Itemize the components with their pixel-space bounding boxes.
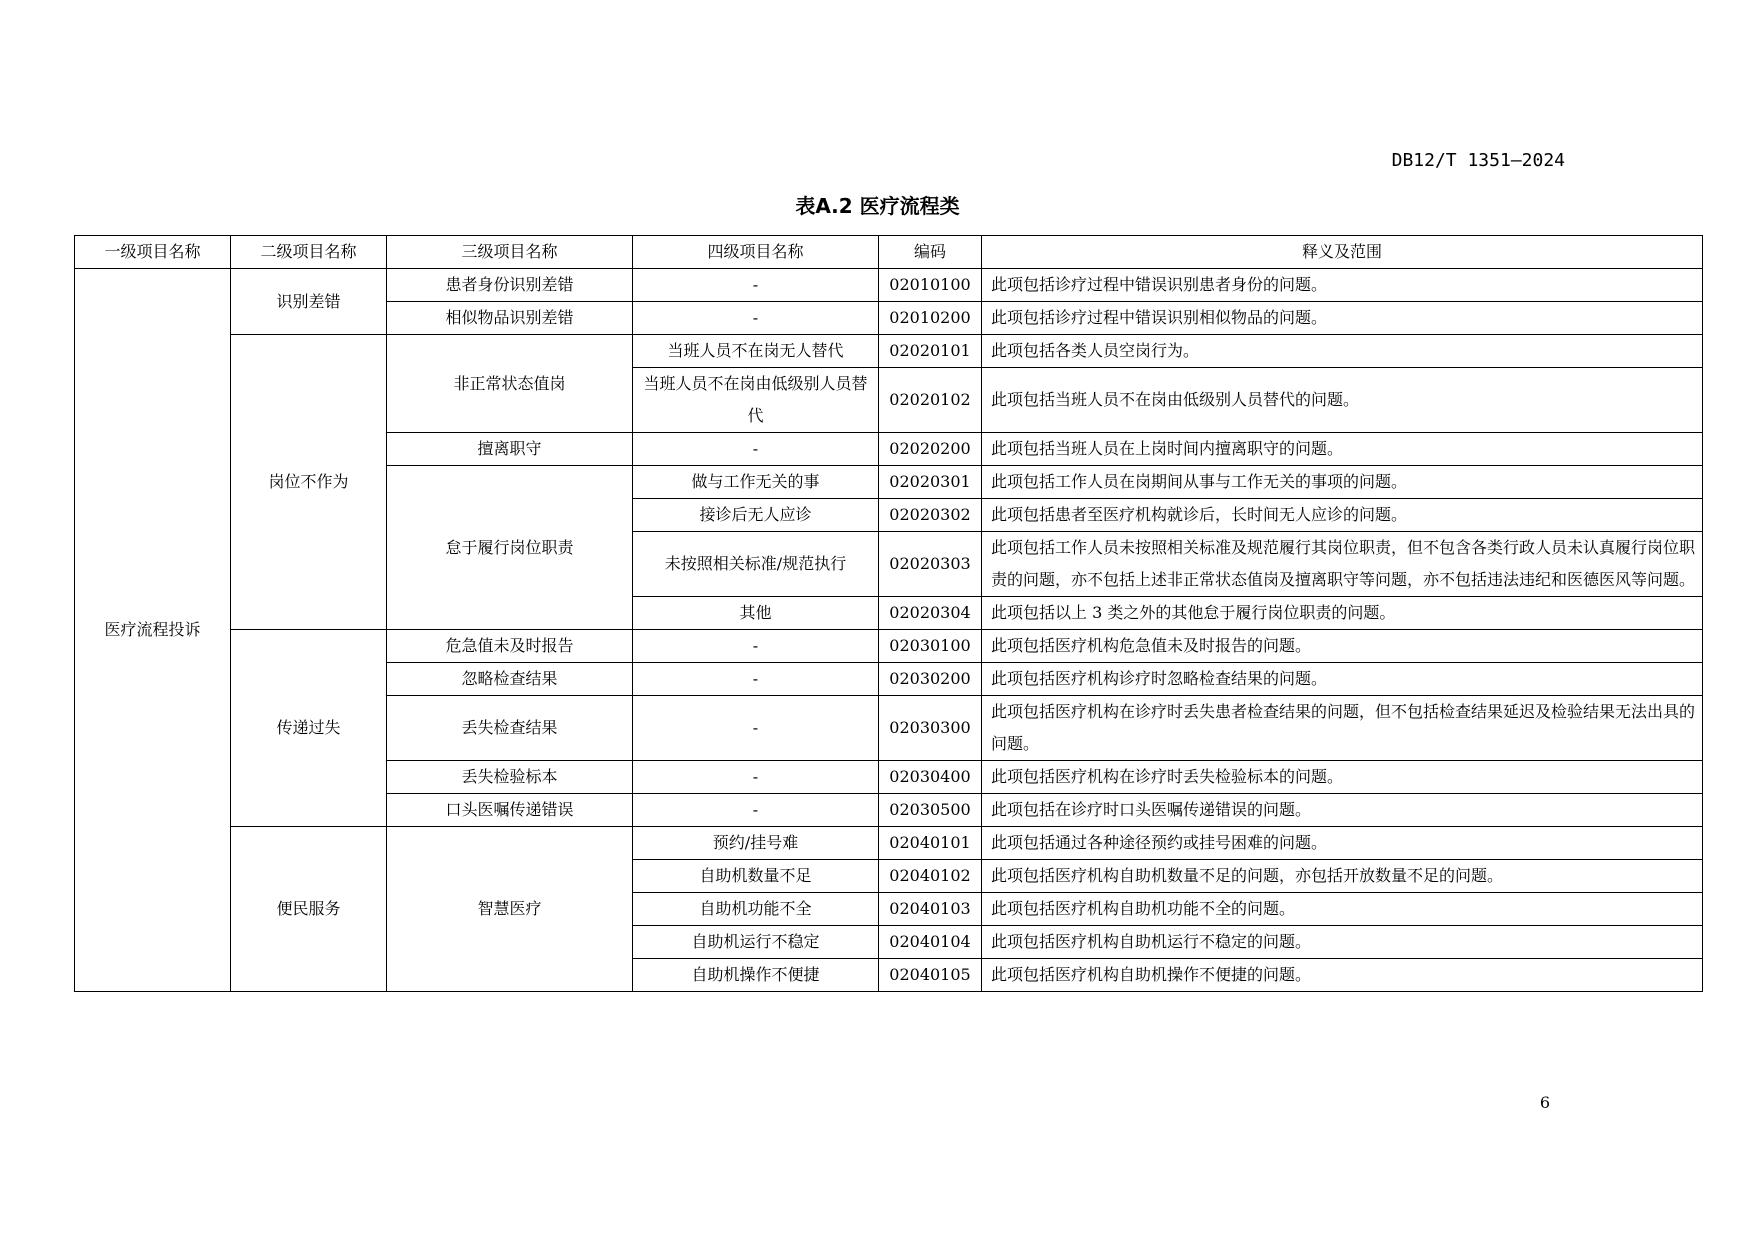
level4-cell: - [633,630,879,663]
medical-process-table [74,235,1703,992]
description-cell: 此项包括医疗机构自助机数量不足的问题，亦包括开放数量不足的问题。 [982,860,1703,893]
code-cell: 02020303 [879,532,982,597]
level4-cell: - [633,302,879,335]
table-title: 表A.2 医疗流程类 [795,194,960,218]
level4-cell: 接诊后无人应诊 [633,499,879,532]
level4-cell: - [633,269,879,302]
code-cell: 02040102 [879,860,982,893]
code-cell: 02030200 [879,663,982,696]
level3-cell: 智慧医疗 [387,827,633,992]
col-header-description: 释义及范围 [982,236,1703,269]
level4-cell: 自助机数量不足 [633,860,879,893]
level3-cell: 丢失检查结果 [387,696,633,761]
description-cell: 此项包括当班人员在上岗时间内擅离职守的问题。 [982,433,1703,466]
col-header-level1: 一级项目名称 [75,236,231,269]
description-cell: 此项包括工作人员未按照相关标准及规范履行其岗位职责，但不包含各类行政人员未认真履行岗位职责的问题，亦不包括上述非正常状态值岗及擅离职守等问题，亦不包括违法违纪和医德医风等问题。 [982,532,1703,597]
level4-cell: - [633,696,879,761]
level3-cell: 口头医嘱传递错误 [387,794,633,827]
level2-cell: 便民服务 [231,827,387,992]
code-cell: 02020102 [879,368,982,433]
code-cell: 02030100 [879,630,982,663]
level3-cell: 擅离职守 [387,433,633,466]
level4-cell: 自助机运行不稳定 [633,926,879,959]
level2-cell: 岗位不作为 [231,335,387,630]
description-cell: 此项包括工作人员在岗期间从事与工作无关的事项的问题。 [982,466,1703,499]
code-cell: 02040103 [879,893,982,926]
description-cell: 此项包括医疗机构诊疗时忽略检查结果的问题。 [982,663,1703,696]
level3-cell: 患者身份识别差错 [387,269,633,302]
col-header-code: 编码 [879,236,982,269]
table-row [75,335,1703,368]
code-cell: 02030300 [879,696,982,761]
table-row [75,827,1703,860]
level4-cell: 当班人员不在岗由低级别人员替代 [633,368,879,433]
description-cell: 此项包括患者至医疗机构就诊后，长时间无人应诊的问题。 [982,499,1703,532]
description-cell: 此项包括医疗机构危急值未及时报告的问题。 [982,630,1703,663]
level3-cell: 丢失检验标本 [387,761,633,794]
description-cell: 此项包括通过各种途径预约或挂号困难的问题。 [982,827,1703,860]
table-row [75,269,1703,302]
code-cell: 02040101 [879,827,982,860]
description-cell: 此项包括医疗机构自助机运行不稳定的问题。 [982,926,1703,959]
level4-cell: - [633,663,879,696]
level3-cell: 相似物品识别差错 [387,302,633,335]
description-cell: 此项包括医疗机构自助机功能不全的问题。 [982,893,1703,926]
description-cell: 此项包括各类人员空岗行为。 [982,335,1703,368]
level4-cell: - [633,794,879,827]
col-header-level3: 三级项目名称 [387,236,633,269]
description-cell: 此项包括当班人员不在岗由低级别人员替代的问题。 [982,368,1703,433]
level4-cell: 自助机功能不全 [633,893,879,926]
level1-cell: 医疗流程投诉 [75,269,231,992]
level4-cell: 其他 [633,597,879,630]
level4-cell: 做与工作无关的事 [633,466,879,499]
document-code: DB12/T 1351—2024 [1391,150,1565,171]
code-cell: 02040104 [879,926,982,959]
level3-cell: 非正常状态值岗 [387,335,633,433]
description-cell: 此项包括医疗机构自助机操作不便捷的问题。 [982,959,1703,992]
level4-cell: 预约/挂号难 [633,827,879,860]
code-cell: 02030500 [879,794,982,827]
level3-cell: 怠于履行岗位职责 [387,466,633,630]
col-header-level2: 二级项目名称 [231,236,387,269]
level3-cell: 危急值未及时报告 [387,630,633,663]
page-number: 6 [1539,1093,1550,1112]
table-row [75,630,1703,663]
level2-cell: 识别差错 [231,269,387,335]
description-cell: 此项包括诊疗过程中错误识别患者身份的问题。 [982,269,1703,302]
description-cell: 此项包括医疗机构在诊疗时丢失检验标本的问题。 [982,761,1703,794]
description-cell: 此项包括以上 3 类之外的其他怠于履行岗位职责的问题。 [982,597,1703,630]
code-cell: 02020304 [879,597,982,630]
level4-cell: 自助机操作不便捷 [633,959,879,992]
code-cell: 02020101 [879,335,982,368]
level4-cell: 未按照相关标准/规范执行 [633,532,879,597]
level4-cell: - [633,761,879,794]
code-cell: 02020200 [879,433,982,466]
code-cell: 02040105 [879,959,982,992]
level3-cell: 忽略检查结果 [387,663,633,696]
table-header-row [75,236,1703,269]
code-cell: 02010200 [879,302,982,335]
col-header-level4: 四级项目名称 [633,236,879,269]
code-cell: 02010100 [879,269,982,302]
description-cell: 此项包括诊疗过程中错误识别相似物品的问题。 [982,302,1703,335]
description-cell: 此项包括在诊疗时口头医嘱传递错误的问题。 [982,794,1703,827]
level2-cell: 传递过失 [231,630,387,827]
level4-cell: - [633,433,879,466]
level4-cell: 当班人员不在岗无人替代 [633,335,879,368]
code-cell: 02020302 [879,499,982,532]
code-cell: 02020301 [879,466,982,499]
code-cell: 02030400 [879,761,982,794]
description-cell: 此项包括医疗机构在诊疗时丢失患者检查结果的问题，但不包括检查结果延迟及检验结果无法出具的问题。 [982,696,1703,761]
